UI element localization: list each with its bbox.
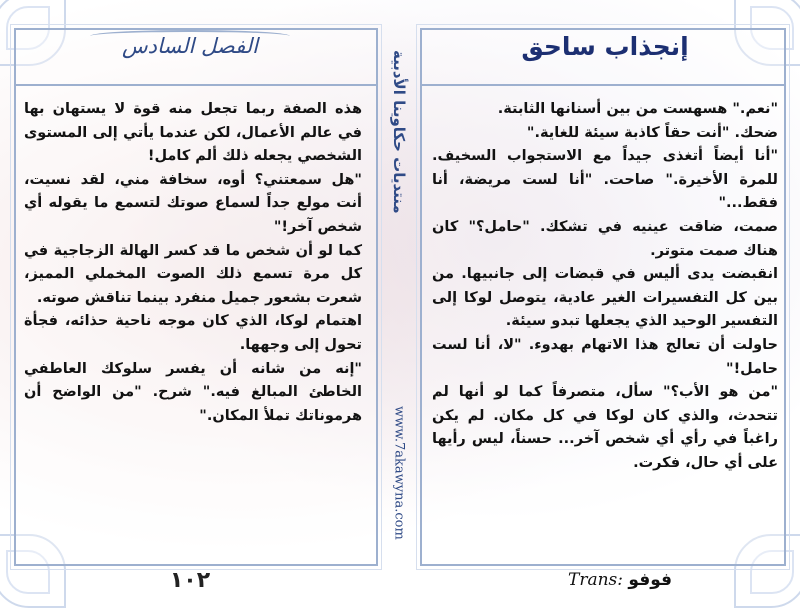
right-page-text [432, 98, 778, 476]
paragraph: "نعم." هسهست من بين أسنانها الثابتة. [497, 101, 778, 117]
spine [384, 40, 414, 560]
paragraph: كما لو أن شخص ما قد كسر الهالة الزجاجية في كل مرة تسمع ذلك الصوت المخملي المميز، شعرت بشعور جميل منفرد بينما تناقش صوته. [24, 242, 362, 306]
paragraph: اهتمام لوكا، الذي كان موجه ناحية حذائه، فجأة تحول إلى وجهها. [24, 313, 362, 353]
paragraph: صمت، ضاقت عينيه في تشكك. "حامل؟" كان هناك صمت متوتر. [432, 218, 778, 259]
left-header-divider [16, 84, 376, 86]
page-number: ١٠٢ [169, 568, 211, 593]
forum-name: منتديات حكاوينا الأدبية [390, 50, 408, 214]
paragraph: حاولت أن تعالج هذا الاتهام بهدوء. "لا، أنا لست حامل!" [432, 336, 778, 377]
book-title: إنجذاب ساحق [521, 32, 689, 61]
left-page-text [24, 98, 362, 428]
right-header-divider [422, 84, 784, 86]
translator-name: فوفو [628, 570, 672, 590]
paragraph: ضحك. "أنت حقاً كاذبة سيئة للغاية." [526, 124, 778, 141]
paragraph: "إنه من شانه أن يفسر سلوكك العاطفي الخاطئ المبالغ فيه." شرح. "من الواضح أن هرموناتك تملأ المكان." [24, 360, 362, 424]
paragraph: انقبضت يدى أليس في قبضات إلى جانبيها. من بين كل التفسيرات الغير عادية، يتوصل لوكا إلى التفسير الوحيد الذي يجعلها تبدو سيئة. [432, 266, 778, 330]
forum-url[interactable]: www.7akawyna.com [391, 406, 407, 540]
paragraph: "هل سمعتني؟ أوه، سخافة مني، لقد نسيت، أنت مولع جداً لسماع صوتك لتسمع ما يقوله أي شخص آخر!" [24, 171, 362, 235]
translator-label: Trans: [567, 570, 623, 590]
translator-credit [500, 570, 740, 590]
chapter-title: الفصل السادس [122, 34, 258, 58]
paragraph: هذه الصفة ربما تجعل منه قوة لا يستهان بها في عالم الأعمال، لكن عندما يأتي إلى المستوى الشخصي يجعله ذلك ألم كامل! [24, 101, 362, 165]
paragraph: "من هو الأب؟" سأل، متصرفاً كما لو أنها لم تتحدث، والذي كان لوكا في كل مكان. لم يكن راغباً في رأي أي شخص آخر... حسناً، ليس رأيها على أي حال، فكرت. [432, 384, 778, 471]
paragraph: "أنا أيضاً أتغذى جيداً مع الاستجواب السخيف. للمرة الأخيرة." صاحت. "أنا لست مريضة، أنا فقط..." [432, 148, 778, 212]
